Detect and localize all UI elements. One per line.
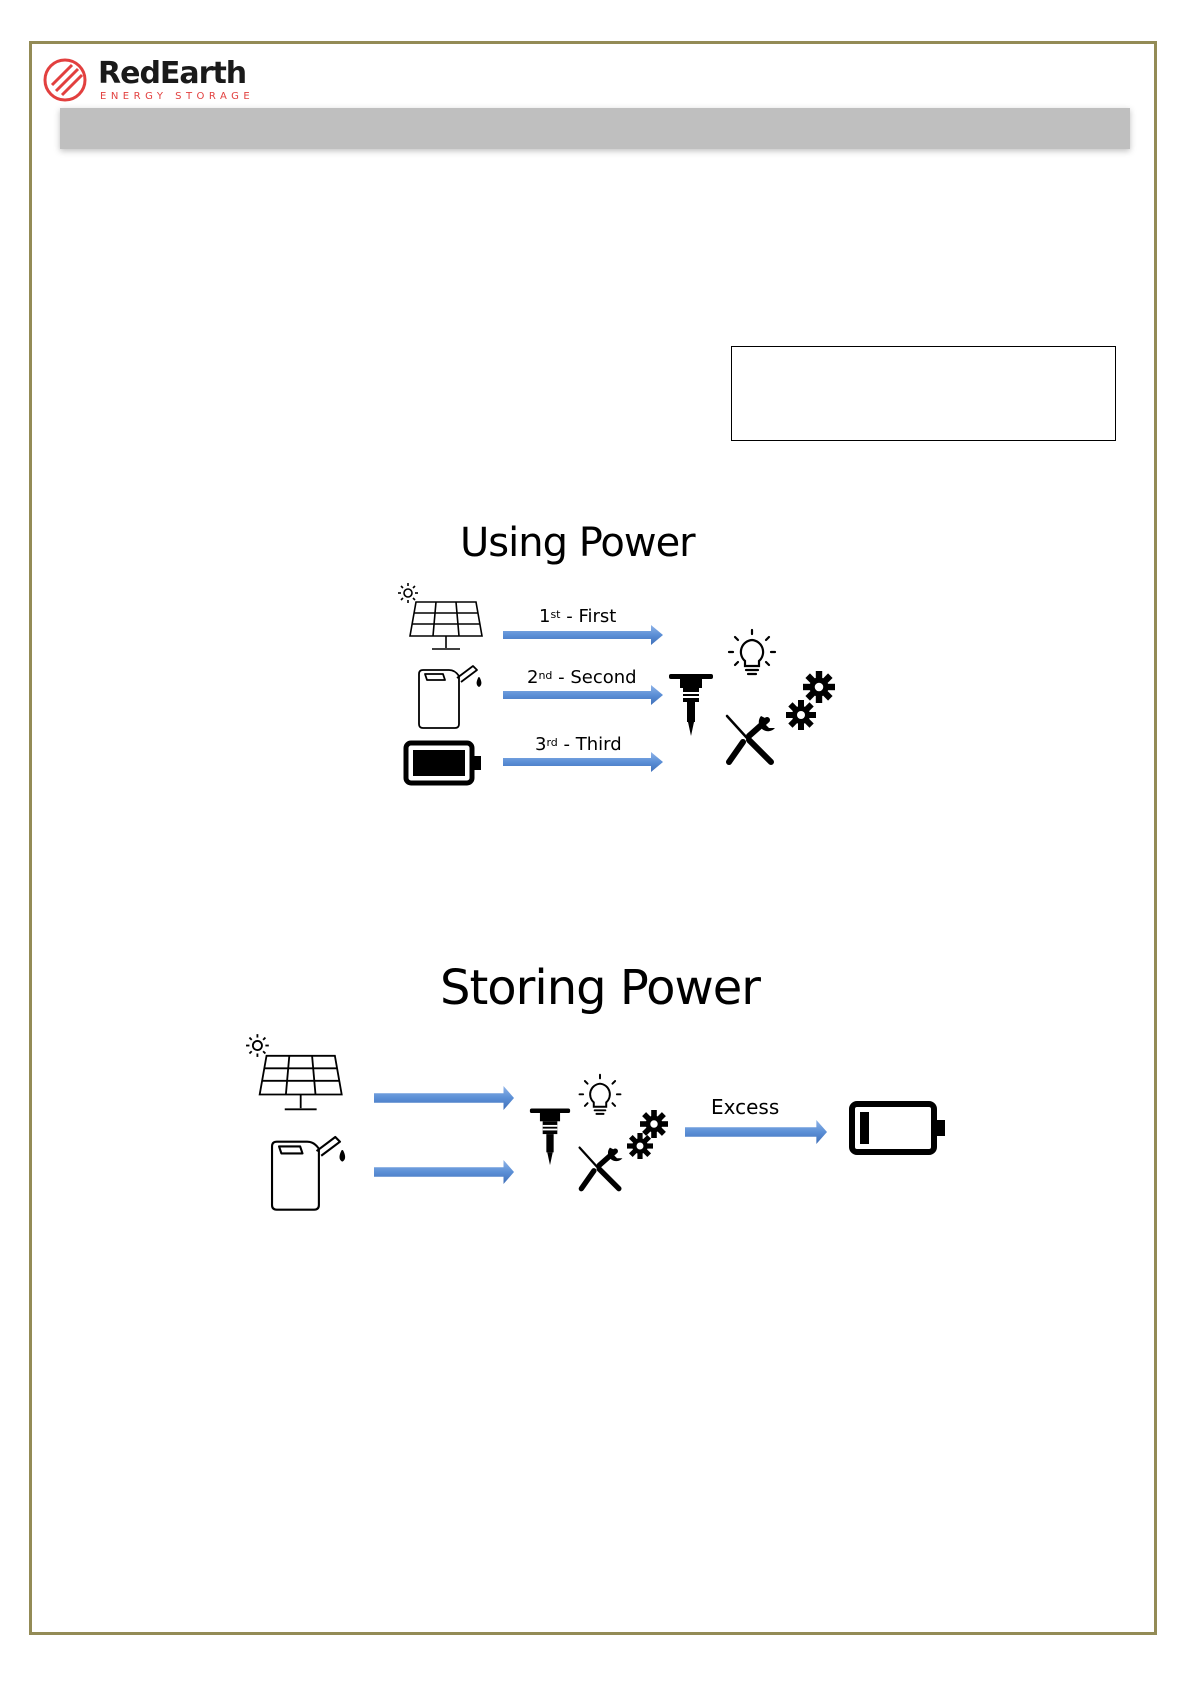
fuel-can-icon: [265, 1130, 347, 1212]
empty-text-box: [731, 346, 1116, 441]
arrow-label-excess: Excess: [711, 1095, 780, 1119]
lightbulb-icon: [725, 628, 779, 682]
battery-low-icon: [848, 1100, 948, 1156]
arrow-label-second: 2nd - Second: [527, 667, 637, 688]
brand-tagline: ENERGY STORAGE: [100, 91, 255, 102]
fuel-can-icon: [413, 660, 483, 730]
solar-panel-icon: [395, 582, 487, 654]
brand-logo: [42, 55, 255, 107]
gear-small-icon: [627, 1133, 653, 1159]
lightbulb-icon: [576, 1073, 624, 1121]
gear-small-icon: [786, 700, 816, 730]
page-border: [29, 41, 1157, 1635]
arrow-fuel-to-load: [374, 1160, 514, 1184]
arrow-label-first: 1st - First: [539, 606, 617, 627]
arrow-first: [503, 625, 663, 645]
battery-full-icon: [403, 740, 483, 786]
header-bar: [60, 108, 1130, 149]
tools-icon: [576, 1144, 626, 1194]
arrow-third: [503, 752, 663, 772]
solar-panel-icon: [243, 1033, 347, 1115]
arrow-label-third: 3rd - Third: [535, 734, 622, 755]
tools-icon: [723, 712, 779, 768]
gear-large-icon: [803, 671, 835, 703]
jackhammer-icon: [666, 668, 716, 738]
storing-power-title: Storing Power: [440, 960, 760, 1016]
arrow-second: [503, 685, 663, 705]
arrow-solar-to-load: [374, 1086, 514, 1110]
brand-name: RedEarth: [98, 56, 247, 91]
jackhammer-icon: [527, 1103, 573, 1167]
using-power-title: Using Power: [460, 520, 695, 566]
arrow-excess: [685, 1120, 827, 1144]
redearth-logo-icon: [42, 57, 88, 103]
